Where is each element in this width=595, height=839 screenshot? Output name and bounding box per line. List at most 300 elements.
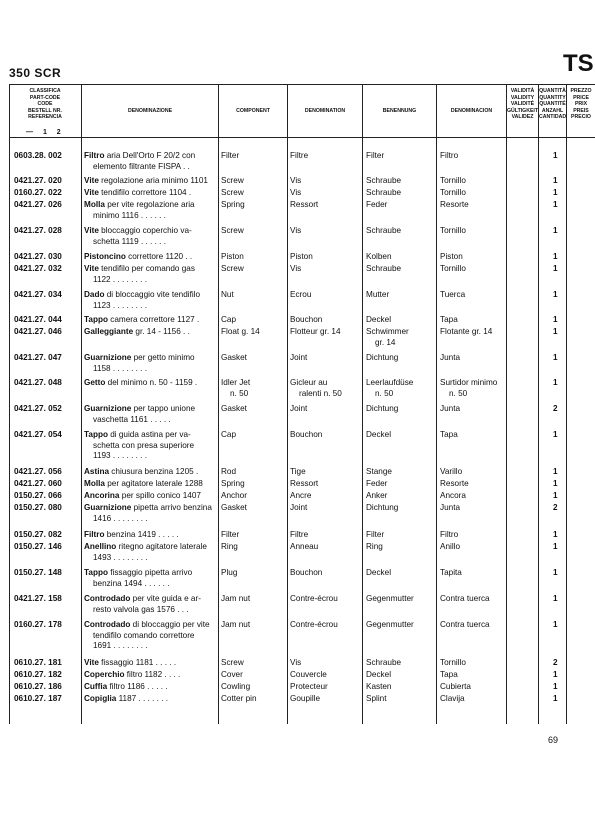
description-line: Molla per agitatore laterale 1288: [84, 479, 203, 488]
component-en: [221, 670, 243, 681]
denominacion-es: [440, 290, 465, 301]
description-keyword: Vite: [84, 264, 99, 273]
header-line: VALIDITÀ: [510, 88, 535, 94]
part-description: [84, 542, 207, 563]
description-line: Dado di bloccaggio vite tendifilo: [84, 290, 201, 299]
description-line: Guarnizione per getto minimo: [84, 353, 195, 362]
benennung-de-line: Leerlaufdüse: [366, 378, 414, 387]
quantity: 2: [553, 404, 558, 413]
table-row: [0, 658, 595, 668]
denomination-fr: [290, 658, 301, 669]
description-line: Getto del minimo n. 50 - 1159 .: [84, 378, 198, 387]
part-description: [84, 353, 195, 374]
benennung-de: [366, 378, 413, 399]
description-line: Guarnizione per tappo unione: [84, 404, 196, 413]
denomination-fr-line: Ressort: [290, 200, 319, 209]
description-line: Vite tendifilo correttore 1104 .: [84, 188, 192, 197]
component-en: [221, 290, 234, 301]
part-description: [84, 491, 201, 502]
table-row: [0, 188, 595, 198]
part-code: 0160.27. 022: [14, 188, 62, 197]
description-line: 1123 . . . . . . . .: [93, 300, 148, 310]
description-keyword: Vite: [84, 188, 99, 197]
denominacion-es: [440, 430, 458, 441]
denominacion-es-line: Piston: [440, 252, 463, 261]
part-code: 0421.27. 047: [14, 353, 62, 362]
component-en: [221, 479, 245, 490]
description-keyword: Molla: [84, 479, 105, 488]
description-keyword: Ancorina: [84, 491, 120, 500]
denominacion-es: [440, 151, 458, 162]
part-code: 0150.27. 148: [14, 568, 62, 577]
part-description: [84, 327, 190, 338]
model-title: 350 SCR: [9, 66, 62, 80]
denomination-fr-line: Vis: [290, 188, 302, 197]
component-en-line: Screw: [221, 264, 244, 273]
quantity: 1: [553, 670, 558, 679]
denominacion-es-line: Junta: [440, 404, 461, 413]
component-en: [221, 264, 244, 275]
quantity: 1: [553, 594, 558, 603]
denomination-fr: [290, 151, 308, 162]
table-row: [0, 542, 595, 562]
part-code: 0150.27. 080: [14, 503, 62, 512]
benennung-de-line: Mutter: [366, 290, 390, 299]
header-en: COMPONENT: [236, 108, 270, 114]
denomination-fr: [290, 353, 307, 364]
denomination-fr-line: Gicleur au: [290, 378, 328, 387]
benennung-de-line: Dichtung: [366, 353, 399, 362]
benennung-de: [366, 594, 414, 605]
part-description: [84, 467, 198, 478]
quantity: 1: [553, 620, 558, 629]
quantity: 2: [553, 503, 558, 512]
benennung-de: [366, 252, 392, 263]
description-line: Guarnizione pipetta arrivo benzina: [84, 503, 212, 512]
description-keyword: Guarnizione: [84, 353, 132, 362]
component-en: [221, 226, 244, 237]
part-code: 0421.27. 034: [14, 290, 62, 299]
description-line: 1193 . . . . . . . .: [93, 451, 148, 460]
description-line: Tappo fissaggio pipetta arrivo: [84, 568, 193, 577]
denominacion-es-line: Tapita: [440, 568, 462, 577]
denominacion-es: [440, 694, 465, 705]
description-line: Pistoncino correttore 1120 . .: [84, 252, 193, 261]
denomination-fr-line: Flotteur gr. 14: [290, 327, 341, 336]
component-en: [221, 200, 245, 211]
table-row: [0, 151, 595, 171]
benennung-de: [366, 176, 401, 187]
component-en: [221, 353, 247, 364]
description-keyword: Tappo: [84, 430, 108, 439]
quantity: 1: [553, 290, 558, 299]
denomination-fr: [290, 200, 318, 211]
component-en: [221, 467, 236, 478]
part-description: [84, 620, 210, 652]
denominacion-es: [440, 327, 492, 338]
description-keyword: Tappo: [84, 568, 108, 577]
part-description: [84, 151, 195, 172]
denomination-fr: [290, 467, 306, 478]
description-keyword: Astina: [84, 467, 110, 476]
description-keyword: Filtro: [84, 151, 105, 160]
table-row: [0, 315, 595, 325]
part-description: [84, 290, 200, 311]
table-row: [0, 594, 595, 614]
denominacion-es-line: Surtidor minimo: [440, 378, 498, 387]
component-en: [221, 188, 244, 199]
benennung-de: [366, 404, 398, 415]
table-row: [0, 530, 595, 540]
part-code: 0610.27. 186: [14, 682, 62, 691]
denominacion-es: [440, 264, 466, 275]
header-line: CODE: [37, 101, 53, 107]
benennung-de: [366, 658, 401, 669]
section-mark: TS: [563, 50, 594, 77]
header-line: GÜLTIGKEIT: [507, 107, 539, 114]
description-line: Vite bloccaggio coperchio va-: [84, 226, 192, 235]
denomination-fr-line: Vis: [290, 658, 302, 667]
description-keyword: Tappo: [84, 315, 108, 324]
denomination-fr: [290, 682, 328, 693]
part-description: [84, 200, 195, 221]
denomination-fr-line: Joint: [290, 503, 308, 512]
component-en: [221, 327, 260, 338]
denominacion-es: [440, 503, 460, 514]
table-row: [0, 290, 595, 310]
quantity: 1: [553, 491, 558, 500]
component-en-line: Jam nut: [221, 620, 251, 629]
denominacion-es-line: Tuerca: [440, 290, 466, 299]
part-code: 0150.27. 082: [14, 530, 62, 539]
table-row: [0, 226, 595, 246]
table-row: [0, 264, 595, 284]
description-keyword: Dado: [84, 290, 105, 299]
denomination-fr: [290, 315, 322, 326]
denomination-fr-line: Vis: [290, 176, 302, 185]
description-keyword: Molla: [84, 200, 105, 209]
quantity: 1: [553, 378, 558, 387]
description-line: Coperchio filtro 1182 . . . .: [84, 670, 181, 679]
denominacion-es-line: Resorte: [440, 479, 469, 488]
denomination-fr: [290, 430, 322, 441]
part-code: 0421.27. 052: [14, 404, 62, 413]
part-description: [84, 188, 191, 199]
description-line: tendifilo comando correttore: [93, 630, 195, 640]
benennung-de: [366, 151, 384, 162]
quantity: 1: [553, 467, 558, 476]
denominacion-es-line: Contra tuerca: [440, 620, 490, 629]
benennung-de: [366, 491, 387, 502]
header-line: CANTIDAD: [539, 114, 567, 120]
header-line: QUANTITÀ: [539, 88, 566, 94]
table-row: [0, 252, 595, 262]
component-en-line: Spring: [221, 479, 245, 488]
header-qty: [539, 88, 566, 121]
benennung-de: [366, 694, 386, 705]
part-description: [84, 682, 168, 693]
benennung-de-line: Filter: [366, 151, 385, 160]
denominacion-es: [440, 568, 462, 579]
table-row: [0, 378, 595, 398]
description-line: Filtro benzina 1419 . . . . .: [84, 530, 179, 539]
benennung-de-line: Deckel: [366, 670, 392, 679]
component-en: [221, 594, 250, 605]
component-en: [221, 252, 244, 263]
header-line: REFERENCIA: [28, 114, 62, 120]
table-row: [0, 503, 595, 523]
part-code: 0421.27. 044: [14, 315, 62, 324]
denominacion-es-line: Tornillo: [440, 264, 466, 273]
header-line: PREIS: [573, 107, 589, 114]
component-en-line: Cap: [221, 315, 237, 324]
component-en-line: Screw: [221, 176, 244, 185]
header-line: PRIX: [574, 101, 588, 107]
benennung-de-line: Kasten: [366, 682, 392, 691]
denominacion-es: [440, 252, 463, 263]
denomination-fr-line: Filtre: [290, 530, 309, 539]
part-code: 0610.27. 181: [14, 658, 62, 667]
description-line: Tappo camera correttore 1127 .: [84, 315, 200, 324]
quantity: 2: [553, 658, 558, 667]
denomination-fr: [290, 252, 313, 263]
benennung-de-line: Kolben: [366, 252, 392, 261]
benennung-de: [366, 530, 384, 541]
component-en-line: Ring: [221, 542, 238, 551]
denomination-fr: [290, 378, 342, 399]
quantity: 1: [553, 353, 558, 362]
component-en: [221, 404, 247, 415]
component-en: [221, 491, 247, 502]
benennung-de: [366, 568, 391, 579]
denomination-fr: [290, 694, 320, 705]
denominacion-es-line: Tornillo: [440, 176, 466, 185]
description-line: vaschetta 1161 . . . . .: [93, 414, 171, 424]
denomination-fr-line: Couvercle: [290, 670, 327, 679]
table-row: [0, 404, 595, 424]
description-line: Filtro aria Dell'Orto F 20/2 con: [84, 151, 196, 160]
denomination-fr-line: Vis: [290, 226, 302, 235]
benennung-de: [366, 226, 401, 237]
table-row: [0, 670, 595, 680]
table-row: [0, 479, 595, 489]
quantity: 1: [553, 252, 558, 261]
benennung-de: [366, 315, 391, 326]
part-description: [84, 503, 212, 524]
benennung-de-line: Feder: [366, 479, 388, 488]
component-en: [221, 378, 250, 399]
part-code: 0610.27. 187: [14, 694, 62, 703]
benennung-de-line: Deckel: [366, 315, 392, 324]
component-en: [221, 682, 250, 693]
header-line: QUANTITÉ: [539, 101, 566, 107]
component-en-line: Gasket: [221, 404, 247, 413]
component-en-line: Gasket: [221, 353, 247, 362]
benennung-de-line: Dichtung: [366, 503, 399, 512]
benennung-de: [366, 290, 389, 301]
denomination-fr-line: ralenti n. 50: [299, 388, 342, 398]
component-en-line: Anchor: [221, 491, 247, 500]
denominacion-es: [440, 682, 471, 693]
quantity: 1: [553, 315, 558, 324]
header-line: PREZZO: [570, 88, 592, 94]
benennung-de: [366, 670, 391, 681]
denomination-fr: [290, 188, 301, 199]
benennung-de: [366, 430, 391, 441]
benennung-de-line: Gegenmutter: [366, 620, 414, 629]
component-en-line: Plug: [221, 568, 238, 577]
component-en-line: Screw: [221, 658, 244, 667]
denominacion-es: [440, 530, 458, 541]
table-row: [0, 694, 595, 704]
benennung-de-line: Deckel: [366, 430, 392, 439]
part-code: 0421.27. 032: [14, 264, 62, 273]
denominacion-es-line: Contra tuerca: [440, 594, 490, 603]
header-line: ANZAHL: [541, 107, 564, 114]
quantity: 1: [553, 682, 558, 691]
denomination-fr-line: Bouchon: [290, 315, 323, 324]
part-description: [84, 658, 176, 669]
description-keyword: Coperchio: [84, 670, 125, 679]
part-description: [84, 530, 179, 541]
part-description: [84, 176, 208, 187]
description-line: Ancorina per spillo conico 1407: [84, 491, 201, 500]
benennung-de: [366, 353, 398, 364]
header-line: VALIDEZ: [511, 114, 534, 120]
component-en: [221, 151, 239, 162]
denomination-fr-line: Ancre: [290, 491, 312, 500]
denomination-fr: [290, 530, 308, 541]
component-en: [221, 176, 244, 187]
part-code: 0421.27. 030: [14, 252, 62, 261]
description-keyword: Vite: [84, 658, 99, 667]
description-line: Molla per vite regolazione aria: [84, 200, 195, 209]
header-de: BENENNUNG: [382, 108, 417, 114]
description-line: Copiglia 1187 . . . . . . .: [84, 694, 169, 703]
part-code: 0160.27. 178: [14, 620, 62, 629]
header-price: [567, 88, 595, 121]
description-keyword: Pistoncino: [84, 252, 126, 261]
part-code: 0421.27. 054: [14, 430, 62, 439]
denominacion-es: [440, 467, 462, 478]
component-en-line: Filter: [221, 530, 240, 539]
part-code: 0421.27. 046: [14, 327, 62, 336]
denomination-fr: [290, 264, 301, 275]
description-line: Controdado per vite guida e ar-: [84, 594, 201, 603]
benennung-de-line: Gegenmutter: [366, 594, 414, 603]
component-en: [221, 694, 257, 705]
denomination-fr-line: Bouchon: [290, 568, 323, 577]
description-line: schetta 1119 . . . . . .: [93, 236, 166, 246]
component-en-line: Spring: [221, 200, 245, 209]
quantity: 1: [553, 176, 558, 185]
benennung-de: [366, 503, 398, 514]
part-description: [84, 430, 194, 462]
component-en-line: Nut: [221, 290, 234, 299]
description-line: minimo 1116 . . . . . .: [93, 210, 166, 220]
denomination-fr-line: Piston: [290, 252, 313, 261]
denomination-fr-line: Goupille: [290, 694, 321, 703]
denominacion-es-line: Filtro: [440, 151, 459, 160]
denomination-fr: [290, 594, 338, 605]
component-en: [221, 542, 238, 553]
component-en-line: n. 50: [230, 388, 249, 398]
header-line: PART-CODE: [29, 94, 61, 101]
quantity: 1: [553, 530, 558, 539]
benennung-de-line: Ring: [366, 542, 383, 551]
quantity: 1: [553, 694, 558, 703]
part-code: 0150.27. 066: [14, 491, 62, 500]
description-line: Vite fissaggio 1181 . . . . .: [84, 658, 177, 667]
table-row: [0, 620, 595, 650]
description-line: 1691 . . . . . . . .: [93, 641, 148, 650]
part-description: [84, 594, 201, 615]
benennung-de-line: Schraube: [366, 658, 402, 667]
component-en-line: Cotter pin: [221, 694, 257, 703]
component-en: [221, 658, 244, 669]
denomination-fr-line: Tige: [290, 467, 306, 476]
denomination-fr-line: Bouchon: [290, 430, 323, 439]
description-line: Galleggiante gr. 14 - 1156 . .: [84, 327, 190, 336]
denominacion-es-line: Cubierta: [440, 682, 471, 691]
header-line: VALIDITÉ: [510, 101, 535, 107]
part-code: 0421.27. 056: [14, 467, 62, 476]
denomination-fr: [290, 503, 307, 514]
description-keyword: Getto: [84, 378, 106, 387]
denomination-fr: [290, 542, 318, 553]
header-line: CLASSIFICA: [29, 88, 61, 94]
denominacion-es-line: Resorte: [440, 200, 469, 209]
denominacion-es: [440, 226, 466, 237]
benennung-de: [366, 620, 414, 631]
part-description: [84, 694, 168, 705]
denominacion-es: [440, 658, 466, 669]
benennung-de: [366, 467, 392, 478]
benennung-de-line: Schraube: [366, 264, 402, 273]
component-en: [221, 568, 237, 579]
description-keyword: Copiglia: [84, 694, 117, 703]
table-row: [0, 467, 595, 477]
denomination-fr: [290, 290, 311, 301]
benennung-de-line: Dichtung: [366, 404, 399, 413]
denomination-fr-line: Joint: [290, 353, 308, 362]
description-keyword: Filtro: [84, 530, 105, 539]
benennung-de-line: Splint: [366, 694, 387, 703]
benennung-de: [366, 264, 401, 275]
denominacion-es-line: Tornillo: [440, 188, 466, 197]
quantity: 1: [553, 200, 558, 209]
benennung-de: [366, 200, 387, 211]
component-en: [221, 530, 239, 541]
benennung-de: [366, 327, 409, 348]
denominacion-es: [440, 404, 460, 415]
description-keyword: Controdado: [84, 620, 131, 629]
table-row: [0, 568, 595, 588]
denominacion-es: [440, 479, 469, 490]
part-code: 0150.27. 146: [14, 542, 62, 551]
denominacion-es: [440, 188, 466, 199]
description-keyword: Guarnizione: [84, 503, 132, 512]
table-row: [0, 430, 595, 460]
denominacion-es-line: Varillo: [440, 467, 463, 476]
part-code: 0421.27. 028: [14, 226, 62, 235]
denominacion-es-line: Flotante gr. 14: [440, 327, 493, 336]
denominacion-es-line: Tornillo: [440, 226, 466, 235]
quantity: 1: [553, 568, 558, 577]
description-keyword: Galleggiante: [84, 327, 134, 336]
benennung-de-line: Schraube: [366, 176, 402, 185]
part-code: 0603.28. 002: [14, 151, 62, 160]
